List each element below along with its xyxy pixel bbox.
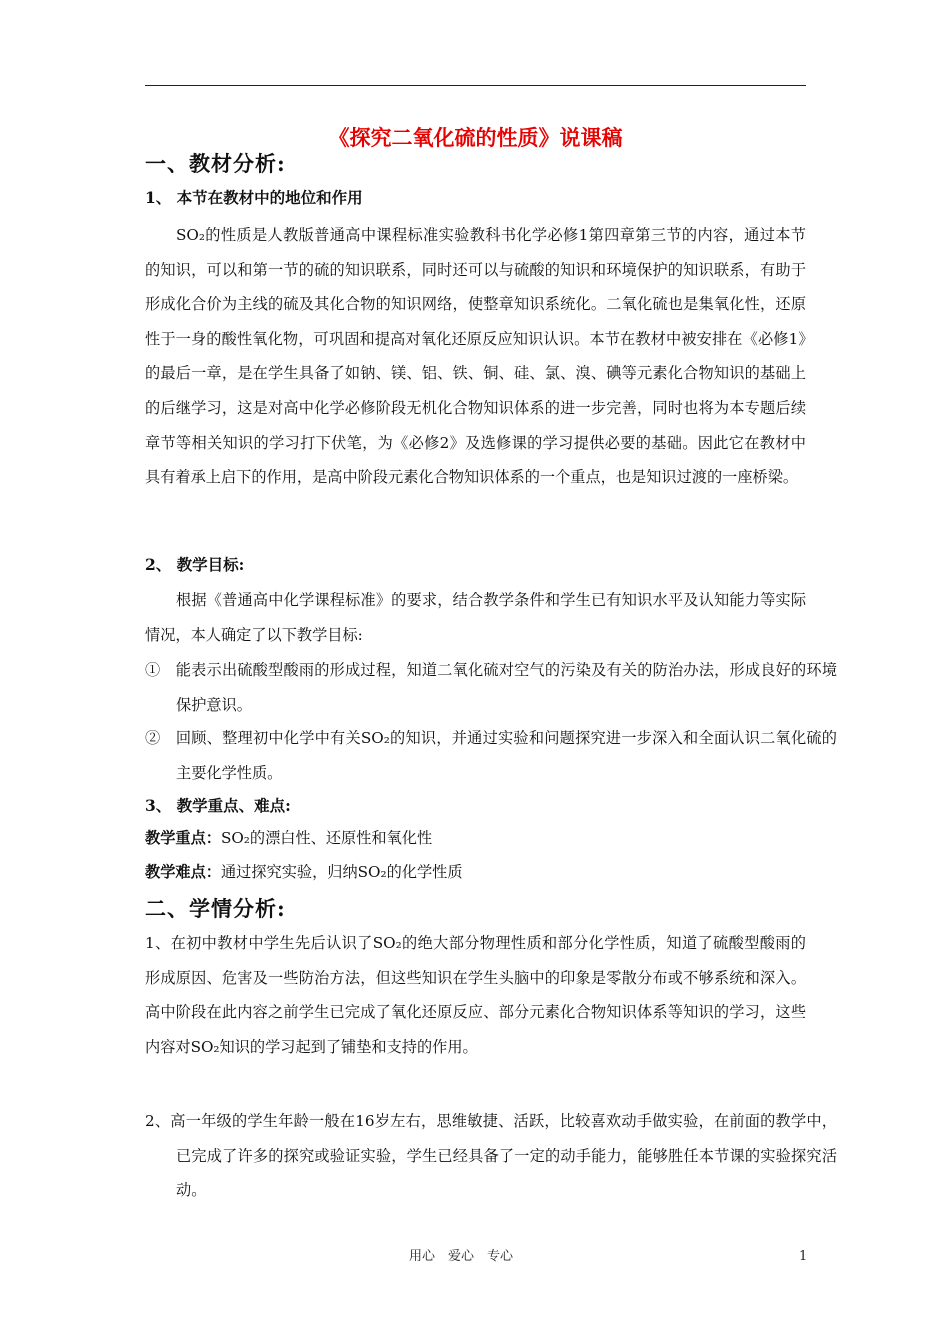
footer-motto: 用心 爱心 专心 [409, 1249, 514, 1264]
key-point-text: SO₂的漂白性、还原性和氧化性 [220, 829, 433, 847]
paragraph-position: SO₂的性质是人教版普通高中课程标准实验教科书化学必修1第四章第三节的内容，通过本节的知识，可以和第一节的硫的知识联系，同时还可以与硫酸的知识和环境保护的知识联系，有助于形成化合价为主线的硫及其化合物的知识网络，使整章知识系统化。二氧化硫也是集氧化性，还原性于一身的酸性氧化物，可巩固和提高对氧化还原反应知识认识。本节在教材中被安排在《必修1》的最后一章，是在学生具备了如钠、镁、铝、铁、铜、硅、氯、溴、碘等元素化合物知识的基础上的后继学习，这是对高中化学必修阶段无机化合物知识体系的进一步完善，同时也将为本专题后续章节等相关知识的学习打下伏笔，为《必修2》及选修课的学习提供必要的基础。因此它在教材中具有着承上启下的作用，是高中阶段元素化合物知识体系的一个重点，也是知识过渡的一座桥梁。 [145, 226, 806, 487]
section-heading-student-analysis: 二、学情分析: [145, 896, 286, 921]
subsection-heading-key-points: 3、 教学重点、难点: [145, 796, 291, 815]
difficulty-line [145, 861, 463, 883]
header-rule [145, 85, 806, 86]
paragraph-student-analysis-1: 1、在初中教材中学生先后认识了SO₂的绝大部分物理性质和部分化学性质，知道了硫酸型酸雨的形成原因、危害及一些防治方法，但这些知识在学生头脑中的印象是零散分布或不够系统和深入。高中阶段在此内容之前学生已完成了氧化还原反应、部分元素化合物知识体系等知识的学习，这些内容对SO₂知识的学习起到了铺垫和支持的作用。 [145, 934, 806, 1056]
difficulty-text: 通过探究实验，归纳SO₂的化学性质 [220, 863, 463, 881]
subsection-heading-goals: 2、 教学目标: [145, 555, 245, 574]
paragraph-student-analysis-2: 2、高一年级的学生年龄一般在16岁左右，思维敏捷、活跃，比较喜欢动手做实验，在前面的教学中，已完成了许多的探究或验证实验，学生已经具备了一定的动手能力，能够胜任本节课的实验探究活动。 [145, 1112, 837, 1200]
section-heading-textbook-analysis: 一、教材分析: [145, 151, 286, 176]
paragraph-goals-intro: 根据《普通高中化学课程标准》的要求，结合教学条件和学生已有知识水平及认知能力等实际情况，本人确定了以下教学目标: [145, 591, 806, 644]
subsection-heading-position: 1、 本节在教材中的地位和作用 [145, 188, 363, 207]
key-point-line [145, 827, 432, 849]
document-title: 《探究二氧化硫的性质》说课稿 [328, 125, 623, 150]
page-number: 1 [799, 1249, 808, 1264]
goal-item-1: ① 能表示出硫酸型酸雨的形成过程，知道二氧化硫对空气的污染及有关的防治办法，形成良好的环境保护意识。 [145, 661, 837, 714]
key-point-label: 教学重点： [145, 829, 221, 847]
difficulty-label: 教学难点： [145, 863, 221, 881]
goal-item-2: ② 回顾、整理初中化学中有关SO₂的知识，并通过实验和问题探究进一步深入和全面认识二氧化硫的主要化学性质。 [145, 729, 837, 782]
